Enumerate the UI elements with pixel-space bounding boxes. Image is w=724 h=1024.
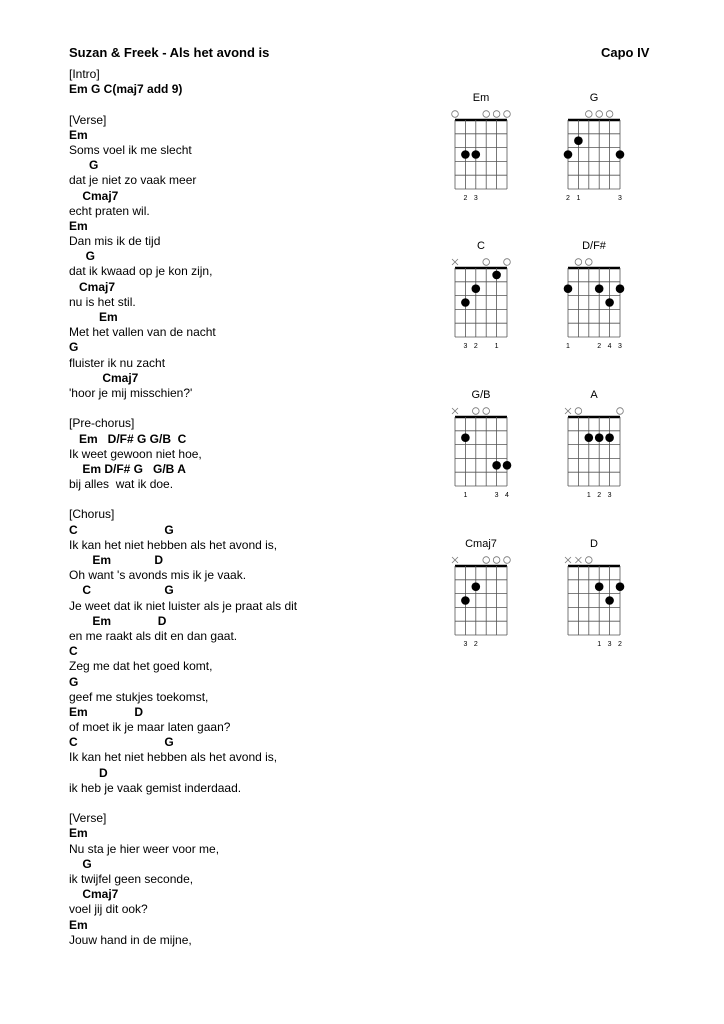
chord-line: G (69, 856, 92, 871)
lyric-line: [Intro] (69, 67, 100, 81)
finger-number: 1 (597, 641, 602, 648)
capo-label: Capo IV (601, 45, 650, 60)
finger-number: 1 (463, 492, 468, 499)
chord-diagram-a (565, 389, 623, 499)
lyric-line: Nu sta je hier weer voor me, (69, 841, 220, 856)
chord-name: G/B (471, 389, 491, 401)
blank-line (69, 97, 429, 112)
finger-dot (461, 298, 470, 307)
chord-line: Cmaj7 (69, 887, 119, 902)
open-string-marker (617, 408, 624, 415)
finger-number: 2 (618, 641, 622, 648)
finger-dot (595, 284, 604, 293)
open-string-marker (493, 111, 500, 118)
lyric-line: Oh want 's avonds mis ik je vaak. (69, 568, 247, 583)
lyric-line: ik twijfel geen seconde, (69, 871, 194, 886)
chord-line: Em D/F# G G/B C (69, 431, 187, 446)
chord-name: Em (472, 92, 490, 104)
chord-line: Em G C(maj7 add 9) (69, 82, 183, 97)
finger-dot (585, 433, 594, 442)
finger-number: 2 (473, 641, 478, 648)
chord-line: Em D (69, 704, 144, 719)
finger-number: 3 (473, 195, 478, 202)
chord-diagram-cmaj7 (452, 538, 510, 648)
finger-number: 3 (607, 641, 612, 648)
open-string-marker (596, 111, 603, 118)
chord-line: Em D (69, 613, 167, 628)
chord-line: Cmaj7 (69, 370, 139, 385)
finger-number: 3 (463, 641, 468, 648)
open-string-marker (586, 557, 593, 564)
open-string-marker (493, 557, 500, 564)
open-string-marker (473, 408, 480, 415)
open-string-marker (504, 557, 511, 564)
finger-number: 3 (463, 343, 468, 350)
open-string-marker (575, 408, 582, 415)
chord-line: C (69, 644, 78, 659)
chord-name: C (477, 240, 485, 252)
chord-line: Em D/F# G G/B A (69, 461, 186, 476)
lyric-line: nu is het stil. (69, 294, 136, 309)
finger-number: 2 (473, 343, 478, 350)
finger-number: 3 (618, 343, 622, 350)
blank-line (69, 401, 429, 416)
finger-dot (461, 433, 470, 442)
song-title: Suzan & Freek - Als het avond is (69, 45, 270, 60)
lyric-line: Zeg me dat het goed komt, (69, 659, 213, 674)
lyric-line: Soms voel ik me slecht (69, 142, 192, 157)
lyric-line: [Verse] (69, 811, 107, 826)
finger-dot (616, 582, 625, 591)
chord-line: G (69, 158, 99, 173)
lyric-line: ik heb je vaak gemist inderdaad. (69, 780, 242, 795)
open-string-marker (575, 259, 582, 266)
lyric-line: Ik kan het niet hebben als het avond is, (69, 750, 278, 765)
lyric-line: echt praten wil. (69, 203, 150, 218)
open-string-marker (586, 111, 593, 118)
finger-dot (574, 136, 583, 145)
finger-number: 4 (505, 492, 509, 499)
chord-line: C G (69, 522, 174, 537)
lyric-line: en me raakt als dit en dan gaat. (69, 628, 238, 643)
finger-number: 1 (494, 343, 499, 350)
finger-dot (461, 150, 470, 159)
lyric-line: [Pre-chorus] (69, 416, 135, 431)
open-string-marker (586, 259, 593, 266)
chord-line: Em (69, 218, 88, 233)
finger-number: 4 (607, 343, 612, 350)
finger-number: 3 (494, 492, 499, 499)
chord-line: G (69, 249, 96, 264)
lyric-line: dat ik kwaad op je kon zijn, (69, 264, 213, 279)
blank-line (69, 492, 429, 507)
open-string-marker (606, 111, 613, 118)
chord-line: Cmaj7 (69, 279, 116, 294)
song-sheet (69, 67, 429, 948)
finger-dot (605, 596, 614, 605)
chord-line: Em (69, 826, 88, 841)
finger-dot (492, 271, 501, 280)
lyric-line: Dan mis ik de tijd (69, 234, 161, 249)
finger-number: 1 (576, 195, 581, 202)
open-string-marker (483, 259, 490, 266)
finger-number: 2 (463, 195, 468, 202)
chord-diagram-c (452, 240, 510, 350)
finger-number: 3 (618, 195, 622, 202)
finger-dot (605, 433, 614, 442)
finger-dot (503, 461, 512, 470)
lyric-line: of moet ik je maar laten gaan? (69, 720, 231, 735)
chord-diagram-gb (452, 389, 511, 499)
lyric-line: Met het vallen van de nacht (69, 325, 216, 340)
muted-string-marker (565, 408, 571, 414)
lyric-line: Ik weet gewoon niet hoe, (69, 446, 202, 461)
finger-dot (616, 284, 625, 293)
lyric-line: voel jij dit ook? (69, 902, 148, 917)
finger-number: 1 (566, 343, 570, 350)
open-string-marker (483, 557, 490, 564)
finger-dot (595, 582, 604, 591)
chord-name: D (590, 538, 598, 550)
chord-line: C G (69, 735, 174, 750)
chord-line: Em (69, 917, 88, 932)
chord-line: Cmaj7 (69, 188, 119, 203)
chord-line: Em D (69, 553, 164, 567)
lyric-line: geef me stukjes toekomst, (69, 689, 209, 704)
finger-number: 2 (566, 195, 570, 202)
muted-string-marker (575, 557, 581, 563)
open-string-marker (483, 111, 490, 118)
lyric-line: 'hoor je mij misschien?' (69, 385, 193, 400)
finger-dot (461, 596, 470, 605)
muted-string-marker (565, 557, 571, 563)
open-string-marker (452, 111, 459, 118)
chord-line: Em (69, 310, 118, 324)
finger-number: 2 (597, 492, 602, 499)
chord-diagram-df (564, 240, 625, 350)
open-string-marker (504, 111, 511, 118)
finger-dot (605, 298, 614, 307)
finger-number: 3 (607, 492, 612, 499)
chord-line: G (69, 674, 79, 689)
chord-name: D/F# (582, 240, 606, 252)
muted-string-marker (452, 259, 458, 265)
chord-name: G (589, 92, 599, 104)
lyric-line: Jouw hand in de mijne, (69, 932, 192, 947)
lyric-line: bij alles wat ik doe. (69, 477, 174, 492)
lyric-line: [Chorus] (69, 507, 115, 522)
blank-line (69, 796, 429, 811)
finger-dot (564, 150, 573, 159)
chord-line: D (69, 765, 108, 780)
chord-name: A (590, 389, 598, 401)
finger-dot (492, 461, 501, 470)
finger-number: 2 (597, 343, 602, 350)
chord-diagram-g (564, 92, 625, 202)
chord-name: Cmaj7 (465, 538, 497, 550)
lyric-line: Je weet dat ik niet luister als je praat als dit (69, 598, 298, 613)
open-string-marker (483, 408, 490, 415)
chord-diagram-d (565, 538, 624, 648)
lyric-line: dat je niet zo vaak meer (69, 173, 197, 188)
chord-line: C G (69, 583, 174, 598)
finger-dot (472, 150, 481, 159)
muted-string-marker (452, 557, 458, 563)
finger-dot (472, 582, 481, 591)
chord-line: G (69, 340, 79, 355)
finger-dot (564, 284, 573, 293)
lyric-line: Ik kan het niet hebben als het avond is, (69, 537, 278, 552)
finger-dot (472, 284, 481, 293)
finger-number: 1 (586, 492, 591, 499)
chord-line: Em (69, 127, 88, 142)
finger-dot (595, 433, 604, 442)
lyric-line: fluister ik nu zacht (69, 355, 166, 370)
lyric-line: [Verse] (69, 112, 107, 127)
chord-diagram-em (452, 92, 511, 202)
finger-dot (616, 150, 625, 159)
muted-string-marker (452, 408, 458, 414)
open-string-marker (504, 259, 511, 266)
